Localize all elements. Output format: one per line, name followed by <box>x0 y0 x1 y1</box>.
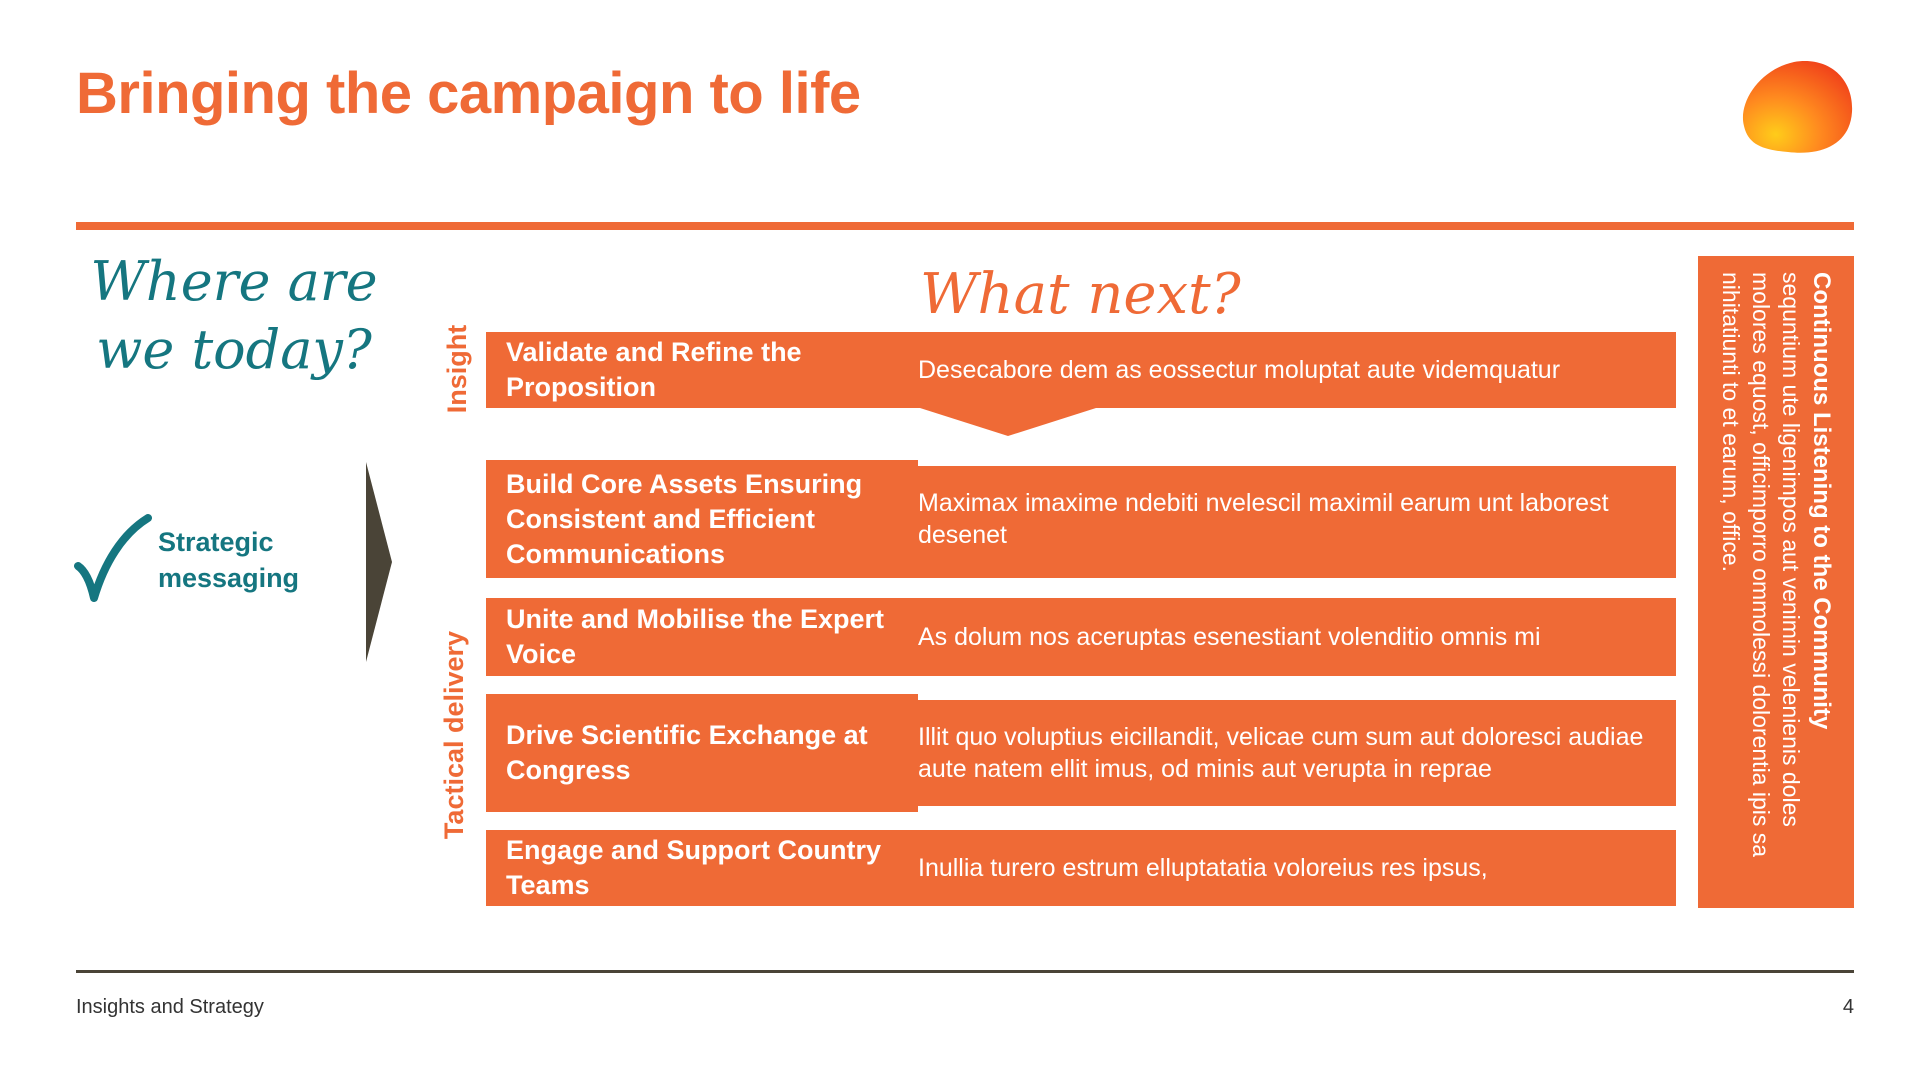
chevron-right-icon <box>366 462 392 662</box>
row-description: Illit quo voluptius eicillandit, velicae cum sum aut doloresci audiae aute natem ellit imus, od minis aut verupta in reprae <box>918 723 1644 783</box>
where-are-we-heading: Where are we today? <box>90 250 378 381</box>
row-description: Desecabore dem as eossectur moluptat aute videmquatur <box>918 356 1561 384</box>
panel-title: Continuous Listening to the Community <box>1808 272 1835 730</box>
list-item <box>486 598 1676 676</box>
footer-divider <box>76 970 1854 973</box>
row-description: As dolum nos aceruptas esenestiant volenditio omnis mi <box>918 623 1541 651</box>
row-title: Engage and Support Country Teams <box>506 835 881 900</box>
panel-body: sequntium ute ligenimpos aut venimin velenienis doles molores equost, officimporro ommolessi dolorentia ipis sa nihitatiunti to et earum, office. <box>1718 272 1804 858</box>
group-label-insight: Insight <box>442 324 472 414</box>
header-divider <box>76 222 1854 230</box>
list-item <box>486 830 1676 906</box>
row-title: Validate and Refine the Proposition <box>506 337 802 402</box>
row-description: Maximax imaxime ndebiti nvelescil maximil earum unt laborest desenet <box>918 489 1609 549</box>
continuous-listening-panel <box>1698 256 1854 908</box>
status-strategic-messaging: Strategic messaging <box>158 527 300 593</box>
list-item <box>486 694 1676 812</box>
checkmark-icon <box>74 512 152 604</box>
group-label-tactical-delivery: Tactical delivery <box>439 630 469 840</box>
row-description: Inullia turero estrum elluptatatia voloreius res ipsus, <box>918 854 1488 882</box>
row-title: Drive Scientific Exchange at Congress <box>506 720 868 785</box>
down-pointer-icon <box>920 408 1096 436</box>
brand-logo-icon <box>1736 56 1856 156</box>
row-title: Build Core Assets Ensuring Consistent and Efficient Communications <box>506 468 863 569</box>
row-title: Unite and Mobilise the Expert Voice <box>506 604 885 669</box>
list-item <box>486 460 1676 578</box>
footer-label: Insights and Strategy <box>76 996 264 1018</box>
list-item <box>486 332 1676 408</box>
page-title: Bringing the campaign to life <box>76 61 861 126</box>
page-number: 4 <box>1842 996 1854 1018</box>
what-next-heading: What next? <box>920 262 1241 327</box>
